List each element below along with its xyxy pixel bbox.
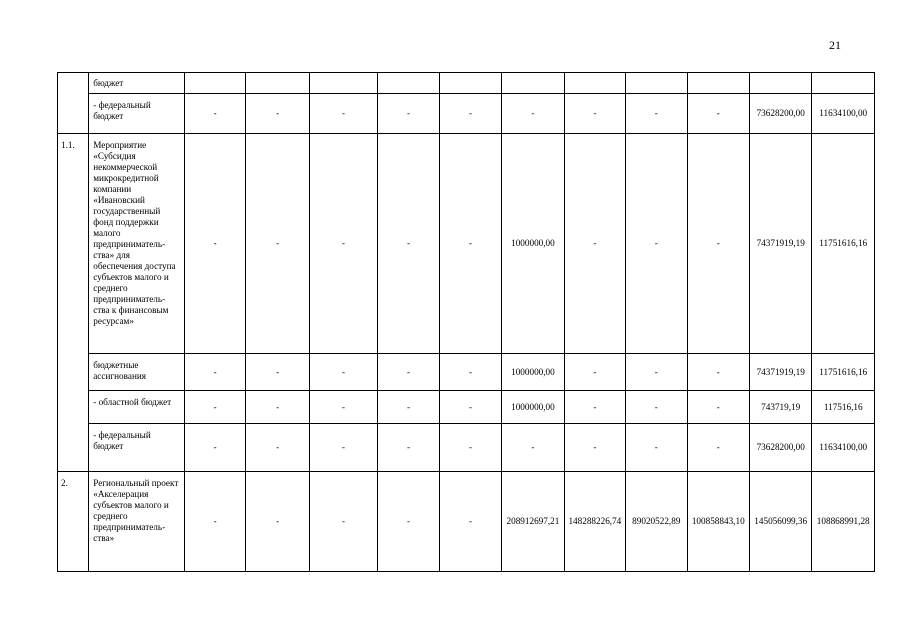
value-cell: -	[378, 391, 439, 424]
table-row	[58, 472, 875, 572]
row-name-cell: Мероприятие «Субсидия некоммерческой микрокредитной компании «Ивановский государственный фонд поддержки малого предприниматель-ства» для обеспечения доступа субъектов малого и среднего предприниматель-ства к финансовым ресурсам»	[89, 134, 185, 354]
value-cell: 100858843,10	[687, 472, 749, 572]
budget-table-body	[58, 73, 875, 572]
value-cell: -	[309, 354, 378, 391]
value-cell: -	[626, 424, 687, 472]
table-row	[58, 391, 875, 424]
budget-table	[57, 72, 875, 572]
row-number-cell	[58, 73, 89, 134]
row-name-cell: бюджетные ассигнования	[89, 354, 185, 391]
value-cell: -	[564, 424, 625, 472]
value-cell: 73628200,00	[749, 424, 811, 472]
value-cell: -	[439, 424, 501, 472]
value-cell	[749, 73, 811, 94]
value-cell: -	[439, 94, 501, 134]
value-cell: -	[687, 354, 749, 391]
value-cell	[439, 73, 501, 94]
value-cell	[564, 73, 625, 94]
value-cell	[378, 73, 439, 94]
value-cell: -	[378, 354, 439, 391]
value-cell	[309, 73, 378, 94]
value-cell	[812, 73, 875, 94]
table-row	[58, 73, 875, 94]
value-cell: -	[246, 134, 309, 354]
value-cell: -	[378, 94, 439, 134]
value-cell: -	[564, 94, 625, 134]
value-cell: -	[246, 94, 309, 134]
value-cell: -	[378, 134, 439, 354]
value-cell	[502, 73, 564, 94]
value-cell: -	[502, 94, 564, 134]
value-cell: -	[309, 134, 378, 354]
value-cell: -	[184, 391, 245, 424]
value-cell: -	[309, 424, 378, 472]
value-cell	[246, 73, 309, 94]
value-cell: -	[184, 94, 245, 134]
value-cell: -	[246, 424, 309, 472]
value-cell: -	[687, 424, 749, 472]
value-cell: -	[184, 472, 245, 572]
row-name-cell: - областной бюджет	[89, 391, 185, 424]
value-cell: -	[309, 472, 378, 572]
row-number-cell: 1.1.	[58, 134, 89, 472]
value-cell: -	[626, 391, 687, 424]
value-cell: 74371919,19	[749, 354, 811, 391]
value-cell: -	[246, 472, 309, 572]
value-cell: -	[626, 94, 687, 134]
value-cell: -	[439, 391, 501, 424]
value-cell: -	[502, 424, 564, 472]
value-cell: 208912697,21	[502, 472, 564, 572]
value-cell: 89020522,89	[626, 472, 687, 572]
value-cell: 11751616,16	[812, 134, 875, 354]
value-cell	[184, 73, 245, 94]
value-cell: -	[687, 94, 749, 134]
value-cell: -	[246, 354, 309, 391]
value-cell: -	[564, 354, 625, 391]
row-name-cell: бюджет	[89, 73, 185, 94]
table-row	[58, 354, 875, 391]
value-cell: -	[439, 354, 501, 391]
value-cell: -	[378, 472, 439, 572]
value-cell: -	[626, 354, 687, 391]
value-cell: -	[439, 472, 501, 572]
value-cell: -	[309, 391, 378, 424]
row-name-cell: - федеральный бюджет	[89, 424, 185, 472]
page-number: 21	[829, 38, 841, 52]
value-cell: 1000000,00	[502, 354, 564, 391]
value-cell: -	[564, 134, 625, 354]
value-cell: -	[687, 391, 749, 424]
value-cell: 11751616,16	[812, 354, 875, 391]
row-name-cell: - федеральный бюджет	[89, 94, 185, 134]
value-cell: 117516,16	[812, 391, 875, 424]
value-cell: -	[439, 134, 501, 354]
value-cell: 1000000,00	[502, 391, 564, 424]
value-cell: -	[378, 424, 439, 472]
value-cell: -	[687, 134, 749, 354]
value-cell: 11634100,00	[812, 94, 875, 134]
value-cell: 743719,19	[749, 391, 811, 424]
value-cell: 148288226,74	[564, 472, 625, 572]
table-row	[58, 424, 875, 472]
value-cell: -	[184, 134, 245, 354]
value-cell: 1000000,00	[502, 134, 564, 354]
table-row	[58, 94, 875, 134]
value-cell: 145056099,36	[749, 472, 811, 572]
value-cell: -	[564, 391, 625, 424]
value-cell: -	[309, 94, 378, 134]
row-number-cell: 2.	[58, 472, 89, 572]
value-cell: 74371919,19	[749, 134, 811, 354]
value-cell: -	[184, 424, 245, 472]
value-cell: 11634100,00	[812, 424, 875, 472]
value-cell	[626, 73, 687, 94]
value-cell: -	[246, 391, 309, 424]
value-cell: 108868991,28	[812, 472, 875, 572]
value-cell	[687, 73, 749, 94]
value-cell: -	[626, 134, 687, 354]
row-name-cell: Региональный проект «Акселерация субъектов малого и среднего предприниматель-ства»	[89, 472, 185, 572]
value-cell: -	[184, 354, 245, 391]
value-cell: 73628200,00	[749, 94, 811, 134]
table-row	[58, 134, 875, 354]
